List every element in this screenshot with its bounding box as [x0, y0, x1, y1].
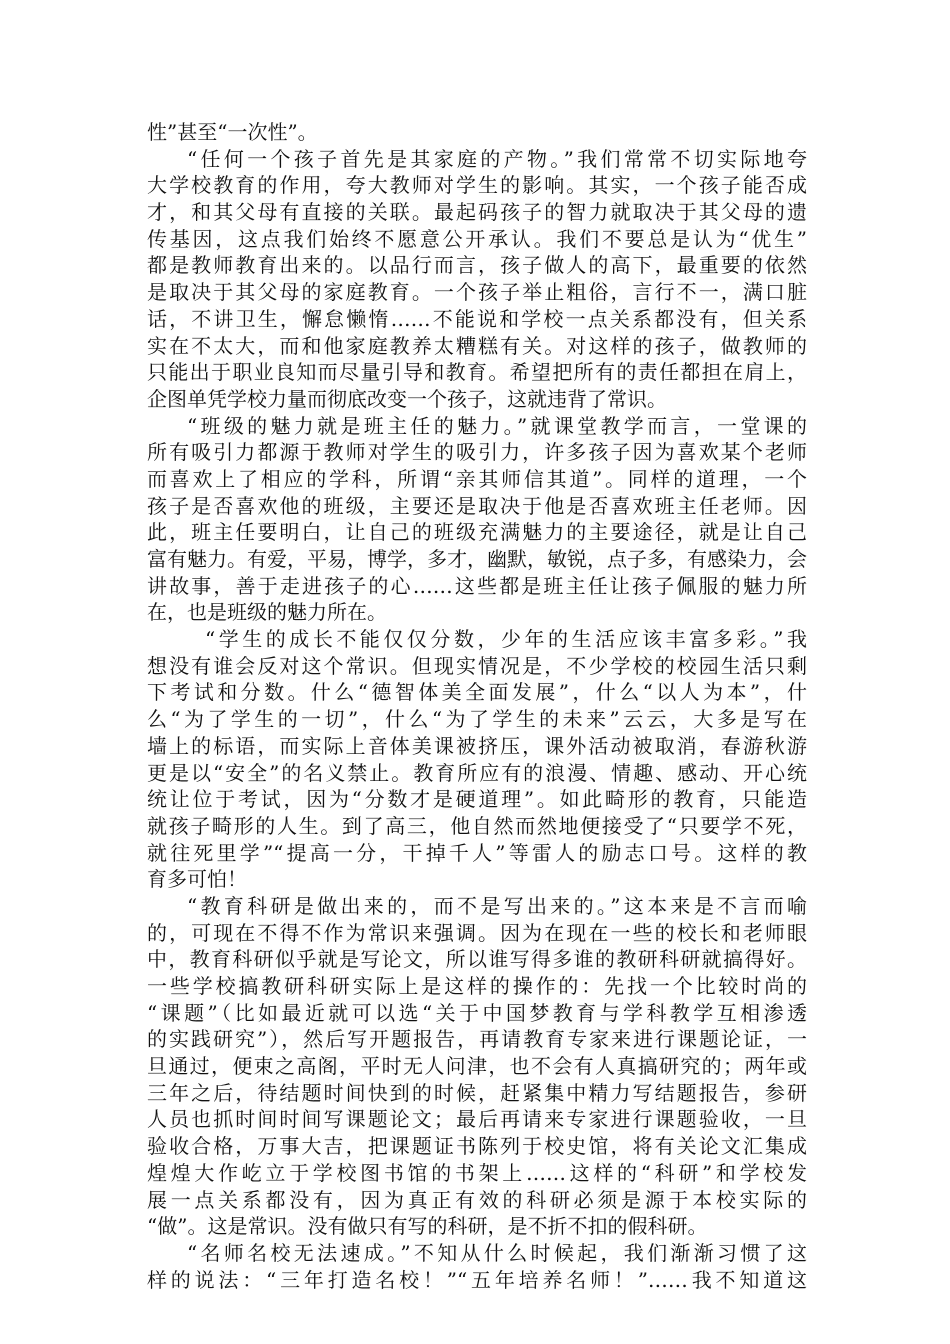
- text-line: 一些学校搞教研科研实际上是这样的操作的：先找一个比较时尚的: [147, 974, 807, 998]
- text-line: 验收合格，万事大吉，把课题证书陈列于校史馆，将有关论文汇集成: [147, 1134, 807, 1159]
- text-line: 展一点关系都没有，因为真正有效的科研必须是源于本校实际的: [147, 1187, 807, 1212]
- text-line: 所有吸引力都源于教师对学生的吸引力，许多孩子因为喜欢某个老师: [147, 440, 807, 465]
- body-text: [147, 119, 807, 1293]
- text-line: 只能出于职业良知而尽量引导和教育。希望把所有的责任都担在肩上，: [147, 360, 807, 385]
- text-line: “教育科研是做出来的，而不是写出来的。”这本来是不言而喻: [187, 893, 807, 918]
- text-line: 就往死里学”“提高一分，干掉千人”等雷人的励志口号。这样的教: [147, 840, 807, 865]
- text-line: 此，班主任要明白，让自己的班级充满魅力的主要途径，就是让自己: [147, 520, 807, 545]
- text-line: 旦通过，便束之高阁，平时无人问津，也不会有人真搞研究的；两年或: [147, 1054, 807, 1079]
- text-line: 想没有谁会反对这个常识。但现实情况是，不少学校的校园生活只剩: [147, 653, 807, 678]
- text-line: 大学校教育的作用，夸大教师对学生的影响。其实，一个孩子能否成: [147, 173, 807, 198]
- text-line: 么“为了学生的一切”，什么“为了学生的未来”云云，大多是写在: [147, 707, 807, 732]
- text-line: 煌煌大作屹立于学校图书馆的书架上……这样的“科研”和学校发: [147, 1160, 807, 1185]
- text-line: “做”。这是常识。没有做只有写的科研，是不折不扣的假科研。: [147, 1214, 708, 1239]
- text-line: 企图单凭学校力量而彻底改变一个孩子，这就违背了常识。: [147, 386, 667, 411]
- text-line: 富有魅力。有爱，平易，博学，多才，幽默，敏锐，点子多，有感染力，会: [147, 547, 807, 571]
- text-line: 在，也是班级的魅力所在。: [147, 600, 387, 625]
- text-line: 就孩子畸形的人生。到了高三，他自然而然地便接受了“只要学不死，: [147, 813, 807, 838]
- text-line: 的，可现在不得不作为常识来强调。因为在现在一些的校长和老师眼: [147, 920, 807, 945]
- text-line: 性”甚至“一次性”。: [147, 120, 318, 144]
- text-line: 才，和其父母有直接的关联。最起码孩子的智力就取决于其父母的遗: [147, 200, 807, 225]
- text-line: 孩子是否喜欢他的班级，主要还是取决于他是否喜欢班主任老师。因: [147, 493, 807, 518]
- text-line: “班级的魅力就是班主任的魅力。”就课堂教学而言，一堂课的: [187, 413, 807, 438]
- text-line: 三年之后，待结题时间快到的时候，赶紧集中精力写结题报告，参研: [147, 1080, 807, 1105]
- text-line: 更是以“安全”的名义禁止。教育所应有的浪漫、情趣、感动、开心统: [147, 760, 807, 785]
- text-line: 的实践研究”），然后写开题报告，再请教育专家来进行课题论证，一: [147, 1027, 807, 1052]
- text-line: 话，不讲卫生，懈怠懒惰……不能说和学校一点关系都没有，但关系: [147, 306, 807, 331]
- text-line: 下考试和分数。什么“德智体美全面发展”，什么“以人为本”，什: [147, 680, 807, 705]
- text-line: 都是教师教育出来的。以品行而言，孩子做人的高下，最重要的依然: [147, 253, 807, 278]
- text-line: 统让位于考试，因为“分数才是硬道理”。如此畸形的教育，只能造: [147, 787, 807, 812]
- text-line: 中，教育科研似乎就是写论文，所以谁写得多谁的教研科研就搞得好。: [147, 947, 807, 972]
- text-line: 传基因，这点我们始终不愿意公开承认。我们不要总是认为“优生”: [147, 226, 807, 251]
- text-line: “课题”（比如最近就可以选“关于中国梦教育与学科教学互相渗透: [147, 1000, 807, 1025]
- text-line: 墙上的标语，而实际上音体美课被挤压，课外活动被取消，春游秋游: [147, 733, 807, 758]
- text-line: “任何一个孩子首先是其家庭的产物。”我们常常不切实际地夸: [187, 146, 807, 171]
- text-line: “学生的成长不能仅仅分数，少年的生活应该丰富多彩。”我: [205, 627, 807, 652]
- text-line: 实在不太大，而和他家庭教养太糟糕有关。对这样的孩子，做教师的: [147, 333, 807, 358]
- text-line: 样的说法：“三年打造名校！”“五年培养名师！”……我不知道这: [147, 1267, 807, 1292]
- text-line: 是取决于其父母的家庭教育。一个孩子举止粗俗，言行不一，满口脏: [147, 280, 807, 305]
- text-line: “名师名校无法速成。”不知从什么时候起，我们渐渐习惯了这: [187, 1240, 807, 1265]
- text-line: 人员也抓时间时间写课题论文；最后再请来专家进行课题验收，一旦: [147, 1107, 807, 1132]
- text-line: 而喜欢上了相应的学科，所谓“亲其师信其道”。同样的道理，一个: [147, 466, 807, 491]
- text-line: 讲故事，善于走进孩子的心……这些都是班主任让孩子佩服的魅力所: [147, 573, 807, 598]
- text-line: 育多可怕！: [147, 867, 247, 892]
